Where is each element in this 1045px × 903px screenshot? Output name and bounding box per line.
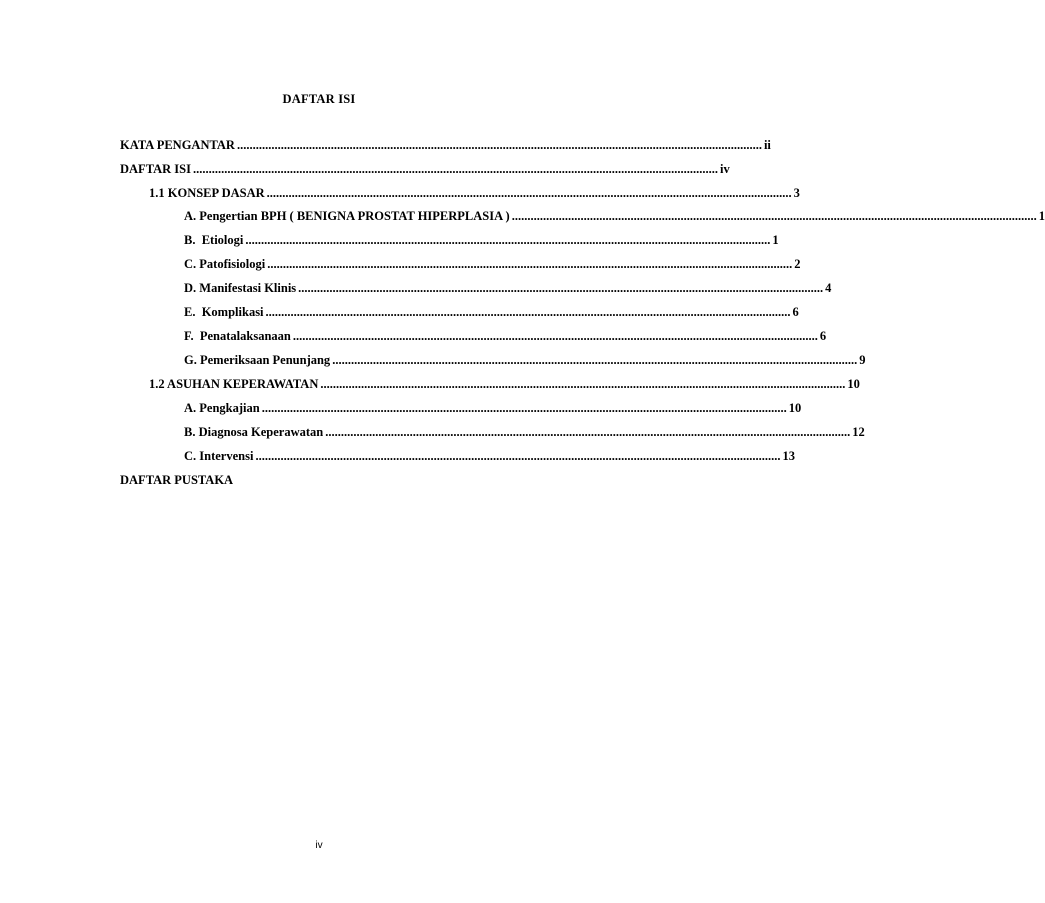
toc-entry-komplikasi — [184, 304, 799, 320]
toc-entry-page: 10 — [847, 377, 860, 391]
toc-entry-manifestasi-klinis — [184, 280, 832, 296]
toc-entry-intervensi — [184, 448, 795, 464]
toc-entry-label: B. Etiologi — [184, 233, 244, 247]
toc-entry-page: iv — [719, 162, 730, 176]
toc-leader-dots: ........................................................................................................................................................................ — [511, 209, 1037, 223]
toc-entry-label: KATA PENGANTAR — [120, 138, 235, 152]
toc-entry-label: C. Intervensi — [184, 449, 254, 463]
toc-entry-label: C. Patofisiologi — [184, 257, 266, 271]
toc-entry-page: 9 — [859, 353, 866, 367]
toc-entry-label: E. Komplikasi — [184, 305, 264, 319]
toc-entry-pengertian-bph — [184, 208, 1045, 224]
toc-entry-konsep-dasar — [149, 185, 800, 201]
toc-entry-kata-pengantar — [120, 137, 771, 153]
toc-entry-penatalaksanaan — [184, 328, 827, 344]
toc-entry-label: B. Diagnosa Keperawatan — [184, 425, 324, 439]
toc-entry-page: 4 — [825, 281, 832, 295]
page-title: DAFTAR ISI — [282, 92, 356, 106]
toc-entry-label: DAFTAR ISI — [120, 162, 191, 176]
toc-entry-page: 10 — [788, 401, 802, 415]
toc-entry-patofisiologi — [184, 256, 801, 272]
toc-entry-pemeriksaan-penunjang — [184, 352, 866, 368]
toc-entry-page: 1 — [772, 233, 779, 247]
toc-entry-label: A. Pengertian BPH ( BENIGNA PROSTAT HIPERPLASIA ) — [184, 209, 510, 223]
toc-leader-dots: ........................................................................................................................................................................ — [332, 353, 858, 367]
toc-entry-page: 6 — [792, 305, 799, 319]
toc-leader-dots: ........................................................................................................................................................................ — [266, 186, 792, 200]
toc-leader-dots: ........................................................................................................................................................................ — [245, 233, 771, 247]
toc-leader-dots: ........................................................................................................................................................................ — [265, 305, 791, 319]
toc-entry-label: 1.1 KONSEP DASAR — [149, 186, 265, 200]
toc-leader-dots: ........................................................................................................................................................................ — [261, 401, 787, 415]
toc-entry-label: F. Penatalaksanaan — [184, 329, 291, 343]
toc-entry-label: DAFTAR PUSTAKA — [120, 473, 234, 487]
toc-leader-dots: ........................................................................................................................................................................ — [267, 257, 793, 271]
toc-entry-page: 6 — [819, 329, 827, 343]
toc-entry-label: D. Manifestasi Klinis — [184, 281, 297, 295]
toc-leader-dots: ........................................................................................................................................................................ — [298, 281, 824, 295]
toc-entry-daftar-isi — [120, 161, 730, 177]
toc-entry-page: 3 — [793, 186, 800, 200]
toc-entry-label: 1.2 ASUHAN KEPERAWATAN — [149, 377, 319, 391]
toc-entry-page: 12 — [852, 425, 865, 439]
toc-entry-pengkajian — [184, 400, 802, 416]
toc-leader-dots: ........................................................................................................................................................................ — [325, 425, 851, 439]
toc-entry-label: A. Pengkajian — [184, 401, 260, 415]
footer-page-number: iv — [315, 840, 323, 851]
toc-leader-dots: ........................................................................................................................................................................ — [236, 138, 762, 152]
toc-leader-dots: ........................................................................................................................................................................ — [192, 162, 718, 176]
toc-entry-daftar-pustaka — [120, 472, 558, 488]
toc-entry-asuhan-keperawatan — [149, 376, 860, 392]
toc-entry-page: 1 — [1038, 209, 1045, 223]
toc-entry-etiologi — [184, 232, 779, 248]
toc-leader-dots: ........................................................................................................................................................................ — [320, 377, 846, 391]
toc-entry-label: G. Pemeriksaan Penunjang — [184, 353, 331, 367]
toc-entry-page: 2 — [794, 257, 801, 271]
toc-leader-dots: ........................................................................................................................................................................ — [292, 329, 818, 343]
toc-entry-page: 13 — [782, 449, 795, 463]
toc-entry-diagnosa-keperawatan — [184, 424, 865, 440]
toc-entry-page: ii — [763, 138, 771, 152]
toc-leader-dots: ........................................................................................................................................................................ — [255, 449, 781, 463]
